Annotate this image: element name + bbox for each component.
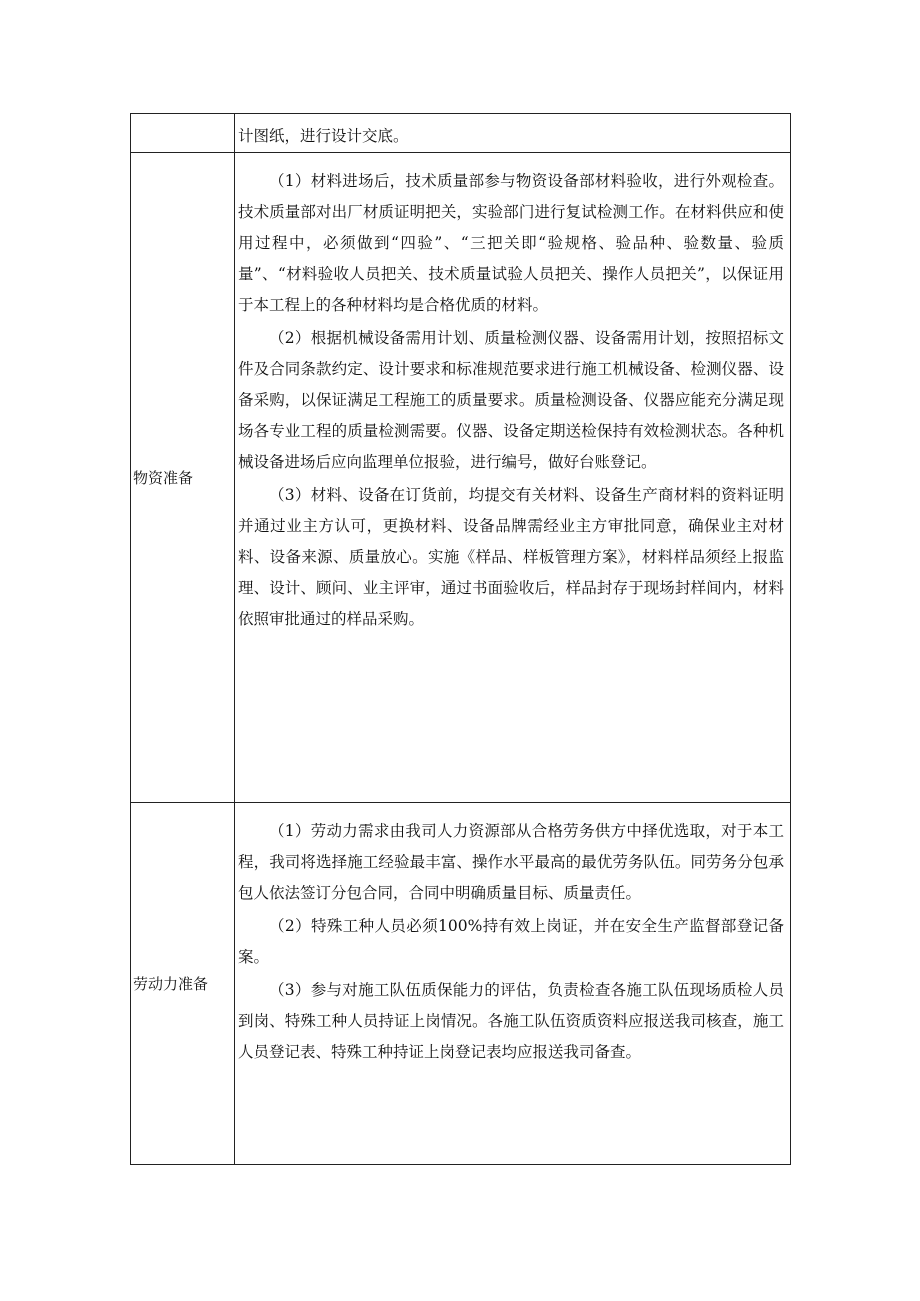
row-content-cell [235,153,791,803]
paragraph: 计图纸，进行设计交底。 [238,127,409,145]
paragraph: （2）根据机械设备需用计划、质量检测仪器、设备需用计划，按照招标文件及合同条款约定、设计要求和标准规范要求进行施工机械设备、检测仪器、设备采购，以保证满足工程施工的质量要求。质量检测设备、仪器应能充分满足现场各专业工程的质量检测需要。仪器、设备定期送检保持有效检测状态。各种机械设备进场后应向监理单位报验，进行编号，做好台账登记。 [238,329,784,471]
row-content-cell [235,803,791,1165]
paragraph: （3）参与对施工队伍质保能力的评估，负责检查各施工队伍现场质检人员到岗、特殊工种人员持证上岗情况。各施工队伍资质资料应报送我司核查，施工人员登记表、特殊工种持证上岗登记表均应报送我司备查。 [238,981,784,1061]
table-row-labor [131,803,791,1165]
row-label-materials: 物资准备 [133,468,194,487]
paragraph: （2）特殊工种人员必须100%持有效上岗证，并在安全生产监督部登记备案。 [238,917,784,966]
paragraph: （3）材料、设备在订货前，均提交有关材料、设备生产商材料的资料证明并通过业主方认可，更换材料、设备品牌需经业主方审批同意，确保业主对材料、设备来源、质量放心。实施《样品、样板管理方案》，材料样品须经上报监理、设计、顾问、业主评审，通过书面验收后，样品封存于现场封样间内，材料依照审批通过的样品采购。 [238,486,784,628]
document-table [130,113,791,1165]
paragraph: （1）材料进场后，技术质量部参与物资设备部材料验收，进行外观检查。技术质量部对出厂材质证明把关，实验部门进行复试检测工作。在材料供应和使用过程中，必须做到“四验”、“三把关即“验规格、验品种、验数量、验质量”、“材料验收人员把关、技术质量试验人员把关、操作人员把关”，以保证用于本工程上的各种材料均是合格优质的材料。 [238,172,784,314]
table-row-materials [131,153,791,803]
row-label-labor: 劳动力准备 [133,974,209,993]
paragraph: （1）劳动力需求由我司人力资源部从合格劳务供方中择优选取，对于本工程，我司将选择施工经验最丰富、操作水平最高的最优劳务队伍。同劳务分包承包人依法签订分包合同，合同中明确质量目标、质量责任。 [238,822,784,902]
table-row-continuation [131,114,791,153]
row-label-cell [131,153,235,803]
row-content-cell [235,114,791,153]
row-label-cell [131,803,235,1165]
row-label-cell [131,114,235,153]
